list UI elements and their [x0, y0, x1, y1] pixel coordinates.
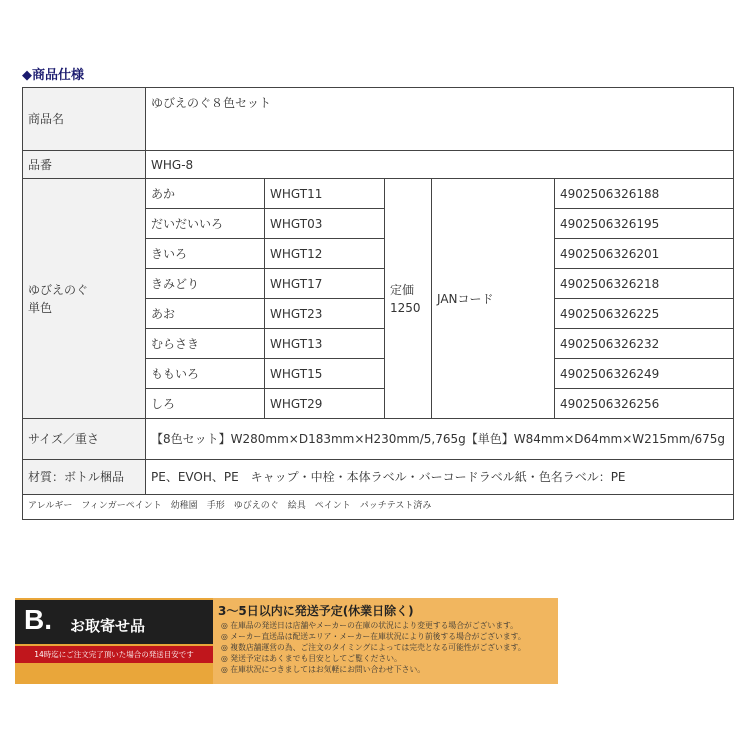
color-code: WHGT23	[265, 299, 385, 329]
jan-code: 4902506326201	[555, 239, 734, 269]
color-code: WHGT15	[265, 359, 385, 389]
color-code: WHGT12	[265, 239, 385, 269]
banner-note: ◎ 在庫状況につきましてはお気軽にお問い合わせ下さい。	[221, 665, 426, 674]
jan-code: 4902506326195	[555, 209, 734, 239]
row-material	[23, 460, 734, 495]
banner-notes	[221, 620, 526, 675]
product-name-value: ゆびえのぐ８色セット	[146, 88, 734, 151]
banner-letter: B.	[24, 604, 52, 635]
banner-right-title: 3〜5日以内に発送予定(休業日除く)	[218, 604, 414, 618]
shipping-banner	[15, 598, 558, 684]
color-name: きみどり	[146, 269, 265, 299]
banner-note: ◎ 在庫品の発送日は店舗やメーカーの在庫の状況により変更する場合がございます。	[221, 621, 518, 630]
code-value: WHG-8	[146, 151, 734, 179]
color-name: ももいろ	[146, 359, 265, 389]
row-product-code	[23, 151, 734, 179]
spec-table	[22, 87, 734, 520]
banner-left	[15, 598, 213, 684]
color-code: WHGT11	[265, 179, 385, 209]
single-color-label: ゆびえのぐ 単色	[23, 179, 146, 419]
material-value: PE、EVOH、PE キャップ・中栓・本体ラベル・バーコードラベル紙・色名ラベル：PE	[146, 460, 734, 495]
banner-note: ◎ メーカー直送品は配送エリア・メーカー在庫状況により前後する場合がございます。	[221, 632, 526, 641]
row-size	[23, 419, 734, 460]
section-title: ◆商品仕様	[22, 68, 84, 83]
size-value: 【8色セット】W280mm×D183mm×H230mm/5,765g【単色】W84mm×D64mm×W215mm/675g	[146, 419, 734, 460]
color-code: WHGT17	[265, 269, 385, 299]
color-name: しろ	[146, 389, 265, 419]
row-product-name	[23, 88, 734, 151]
banner-title: お取寄せ品	[70, 617, 146, 635]
color-code: WHGT03	[265, 209, 385, 239]
jan-code: 4902506326225	[555, 299, 734, 329]
color-code: WHGT13	[265, 329, 385, 359]
color-name: あか	[146, 179, 265, 209]
jan-code: 4902506326232	[555, 329, 734, 359]
material-label: 材質：ボトル梱品	[23, 460, 146, 495]
color-name: あお	[146, 299, 265, 329]
code-label: 品番	[23, 151, 146, 179]
color-row	[23, 179, 734, 209]
size-label: サイズ／重さ	[23, 419, 146, 460]
banner-sub: 14時迄にご注文完了頂いた場合の発送目安です	[15, 646, 213, 663]
banner-note: ◎ 発送予定はあくまでも目安としてご覧ください。	[221, 654, 402, 663]
row-keywords	[23, 495, 734, 520]
color-name: むらさき	[146, 329, 265, 359]
jan-label: JANコード	[432, 179, 555, 419]
banner-dark-block	[15, 600, 213, 644]
banner-right	[213, 598, 558, 684]
color-code: WHGT29	[265, 389, 385, 419]
jan-code: 4902506326188	[555, 179, 734, 209]
banner-note: ◎ 複数店舗運営の為、ご注文のタイミングによっては完売となる可能性がございます。	[221, 643, 526, 652]
price-cell: 定価 1250	[385, 179, 432, 419]
jan-code: 4902506326218	[555, 269, 734, 299]
color-name: きいろ	[146, 239, 265, 269]
jan-code: 4902506326249	[555, 359, 734, 389]
color-name: だいだいいろ	[146, 209, 265, 239]
jan-code: 4902506326256	[555, 389, 734, 419]
keywords: アレルギー フィンガーペイント 幼稚園 手形 ゆびえのぐ 絵具 ペイント パッチテスト済み	[23, 495, 734, 520]
product-name-label: 商品名	[23, 88, 146, 151]
